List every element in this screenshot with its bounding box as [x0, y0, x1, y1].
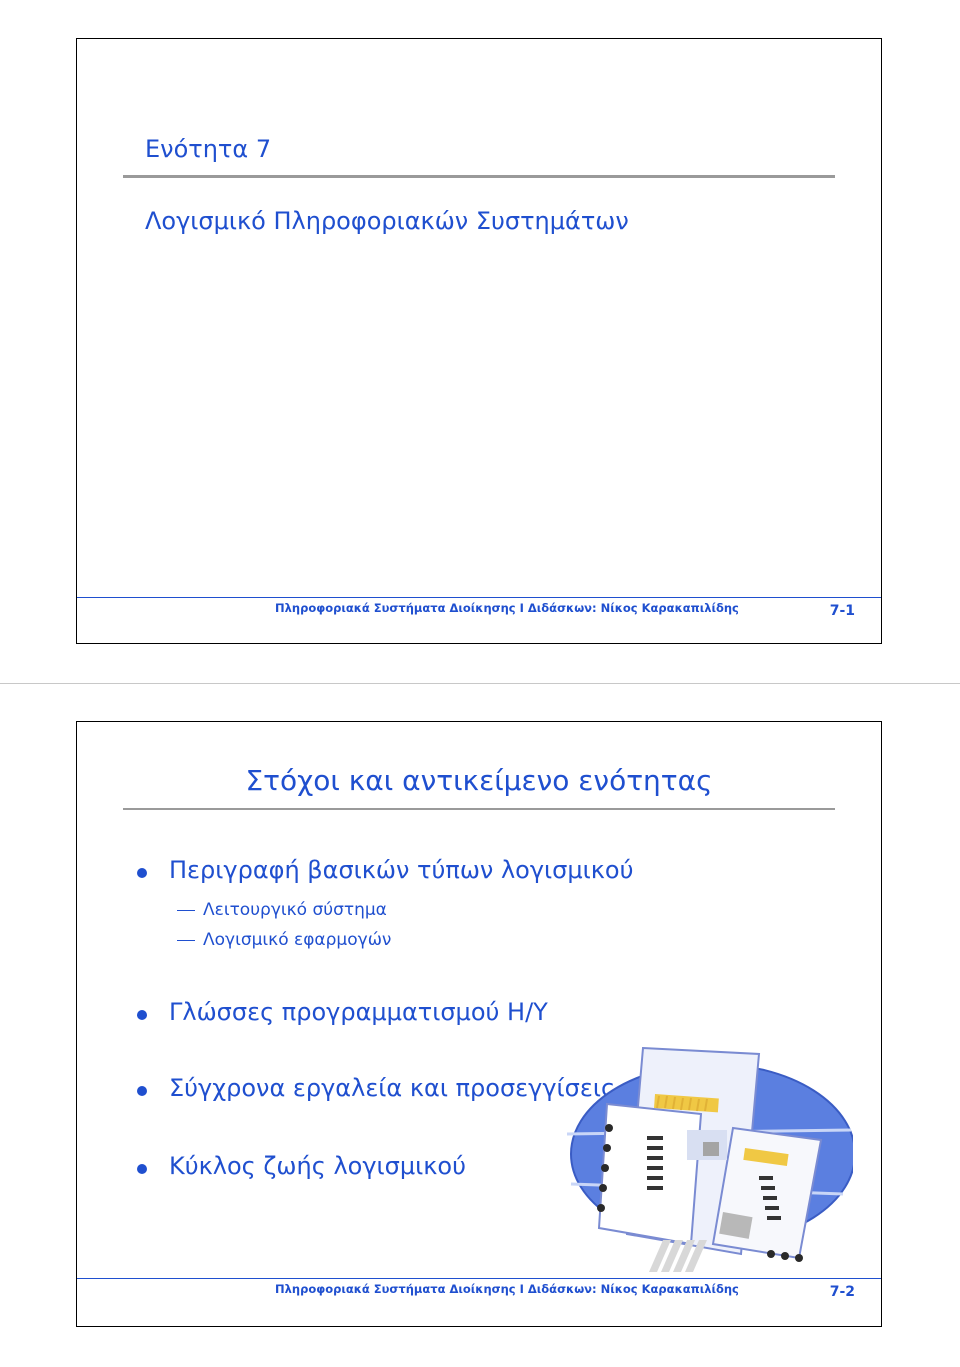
dash-icon	[177, 940, 195, 941]
bullet-icon	[137, 1164, 147, 1174]
slide-1	[76, 38, 882, 644]
sub-item	[203, 900, 387, 920]
bullet-item	[169, 1074, 615, 1102]
documents-clipart-icon	[563, 1044, 853, 1274]
title-divider	[123, 808, 835, 810]
sub-item-text: Λειτουργικό σύστημα	[203, 900, 387, 920]
page-number: 7-2	[829, 1284, 855, 1300]
bullet-item	[169, 1152, 466, 1180]
page-separator	[0, 683, 960, 684]
bullet-item	[169, 998, 548, 1026]
slide-title: Λογισμικό Πληροφοριακών Συστημάτων	[145, 207, 629, 235]
footer-divider	[77, 597, 881, 598]
sub-item-text: Λογισμικό εφαρμογών	[203, 930, 392, 950]
footer-text: Πληροφοριακά Συστήματα Διοίκησης Ι Διδάσκων: Νίκος Καρακαπιλίδης	[275, 601, 739, 615]
bullet-text: Κύκλος ζωής λογισμικού	[169, 1152, 466, 1180]
bullet-icon	[137, 1010, 147, 1020]
bullet-text: Σύγχρονα εργαλεία και προσεγγίσεις	[169, 1074, 616, 1102]
bullet-text: Γλώσσες προγραμματισμού Η/Υ	[169, 998, 548, 1026]
sub-item	[203, 930, 391, 950]
page-number: 7-1	[829, 603, 855, 619]
footer-divider	[77, 1278, 881, 1279]
bullet-text: Περιγραφή βασικών τύπων λογισμικού	[169, 856, 634, 884]
section-label: Ενότητα 7	[145, 135, 272, 163]
title-divider	[123, 175, 835, 178]
dash-icon	[177, 910, 195, 911]
bullet-icon	[137, 1086, 147, 1096]
bullet-icon	[137, 868, 147, 878]
bullet-item	[169, 856, 634, 884]
slide-title: Στόχοι και αντικείμενο ενότητας	[245, 764, 713, 797]
slide-2	[76, 721, 882, 1327]
footer-text: Πληροφοριακά Συστήματα Διοίκησης Ι Διδάσκων: Νίκος Καρακαπιλίδης	[275, 1282, 739, 1296]
